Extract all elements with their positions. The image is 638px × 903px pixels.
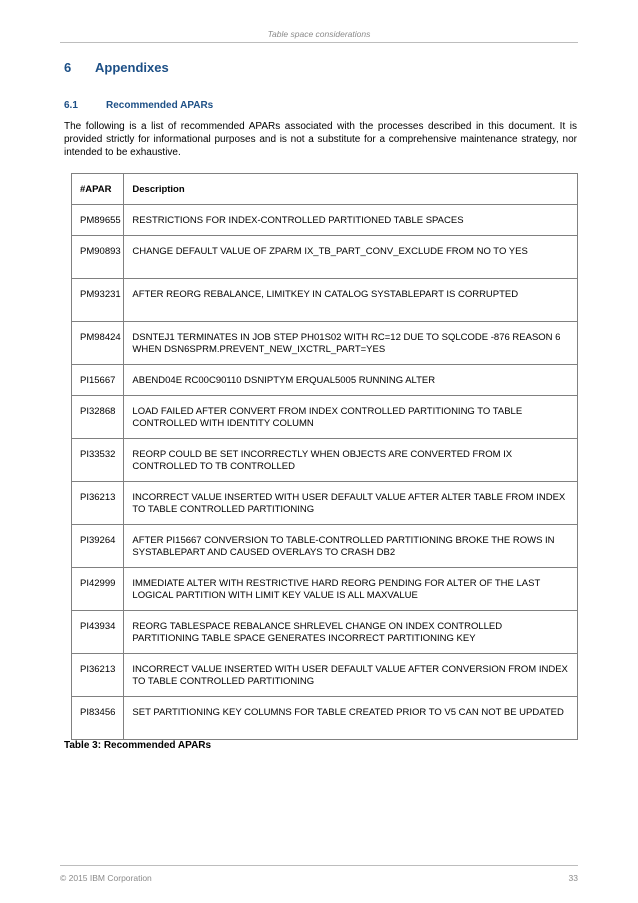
subsection-number: 6.1 [64, 100, 78, 111]
subsection-title: Recommended APARs [106, 100, 214, 111]
apar-id-cell: PI33532 [72, 439, 124, 482]
apar-description-cell: DSNTEJ1 TERMINATES IN JOB STEP PH01S02 WITH RC=12 DUE TO SQLCODE -876 REASON 6 WHEN DSN6SPRM.PREVENT_NEW_IXCTRL_PART=YES [124, 322, 578, 365]
section-number: 6 [64, 60, 72, 75]
apar-id-cell: PI43934 [72, 611, 124, 654]
apar-description-cell: CHANGE DEFAULT VALUE OF ZPARM IX_TB_PART_CONV_EXCLUDE FROM NO TO YES [124, 236, 578, 279]
table-row [72, 525, 578, 568]
table-row [72, 365, 578, 396]
apar-column-header: #APAR [72, 174, 124, 205]
apar-description-cell: IMMEDIATE ALTER WITH RESTRICTIVE HARD REORG PENDING FOR ALTER OF THE LAST LOGICAL PARTITION WITH LIMIT KEY VALUE IS ALL MAXVALUE [124, 568, 578, 611]
apar-description-cell: REORG TABLESPACE REBALANCE SHRLEVEL CHANGE ON INDEX CONTROLLED PARTITIONING TABLE SPACE GENERATES INCORRECT PARTITIONING KEY [124, 611, 578, 654]
table-row [72, 279, 578, 322]
footer-copyright: © 2015 IBM Corporation [60, 873, 152, 883]
intro-paragraph: The following is a list of recommended APARs associated with the processes described in this document. It is provided strictly for informational purposes and is not a substitute for a comprehensive maintenance strategy, nor intended to be exhaustive. [64, 121, 577, 158]
page-number: 33 [568, 873, 578, 883]
apar-description-cell: LOAD FAILED AFTER CONVERT FROM INDEX CONTROLLED PARTITIONING TO TABLE CONTROLLED WITH IDENTITY COLUMN [124, 396, 578, 439]
apar-description-cell: ABEND04E RC00C90110 DSNIPTYM ERQUAL5005 RUNNING ALTER [124, 365, 578, 396]
table-header-row [72, 174, 578, 205]
description-column-header: Description [124, 174, 578, 205]
apar-id-cell: PI15667 [72, 365, 124, 396]
apar-table [71, 173, 578, 740]
table-row [72, 439, 578, 482]
table-row [72, 482, 578, 525]
table-row [72, 322, 578, 365]
apar-id-cell: PM98424 [72, 322, 124, 365]
header-divider [60, 42, 578, 43]
table-row [72, 396, 578, 439]
apar-id-cell: PI36213 [72, 654, 124, 697]
table-row [72, 697, 578, 740]
apar-id-cell: PI39264 [72, 525, 124, 568]
apar-description-cell: REORP COULD BE SET INCORRECTLY WHEN OBJECTS ARE CONVERTED FROM IX CONTROLLED TO TB CONTROLLED [124, 439, 578, 482]
apar-description-cell: SET PARTITIONING KEY COLUMNS FOR TABLE CREATED PRIOR TO V5 CAN NOT BE UPDATED [124, 697, 578, 740]
table-row [72, 611, 578, 654]
subsection-heading [64, 100, 213, 111]
apar-id-cell: PI42999 [72, 568, 124, 611]
table-row [72, 654, 578, 697]
apar-id-cell: PM93231 [72, 279, 124, 322]
apar-description-cell: AFTER REORG REBALANCE, LIMITKEY IN CATALOG SYSTABLEPART IS CORRUPTED [124, 279, 578, 322]
apar-description-cell: INCORRECT VALUE INSERTED WITH USER DEFAULT VALUE AFTER ALTER TABLE FROM INDEX TO TABLE CONTROLLED PARTITIONING [124, 482, 578, 525]
footer-divider [60, 865, 578, 866]
section-heading [64, 60, 169, 75]
apar-id-cell: PI83456 [72, 697, 124, 740]
table-row [72, 236, 578, 279]
table-row [72, 205, 578, 236]
apar-id-cell: PI32868 [72, 396, 124, 439]
table-caption: Table 3: Recommended APARs [64, 740, 212, 751]
running-header: Table space considerations [267, 29, 371, 39]
apar-description-cell: RESTRICTIONS FOR INDEX-CONTROLLED PARTITIONED TABLE SPACES [124, 205, 578, 236]
section-title: Appendixes [95, 60, 169, 75]
apar-id-cell: PM90893 [72, 236, 124, 279]
apar-id-cell: PM89655 [72, 205, 124, 236]
apar-description-cell: INCORRECT VALUE INSERTED WITH USER DEFAULT VALUE AFTER CONVERSION FROM INDEX TO TABLE CONTROLLED PARTITIONING [124, 654, 578, 697]
table-row [72, 568, 578, 611]
apar-description-cell: AFTER PI15667 CONVERSION TO TABLE-CONTROLLED PARTITIONING BROKE THE ROWS IN SYSTABLEPART AND CAUSED OVERLAYS TO CRASH DB2 [124, 525, 578, 568]
apar-id-cell: PI36213 [72, 482, 124, 525]
